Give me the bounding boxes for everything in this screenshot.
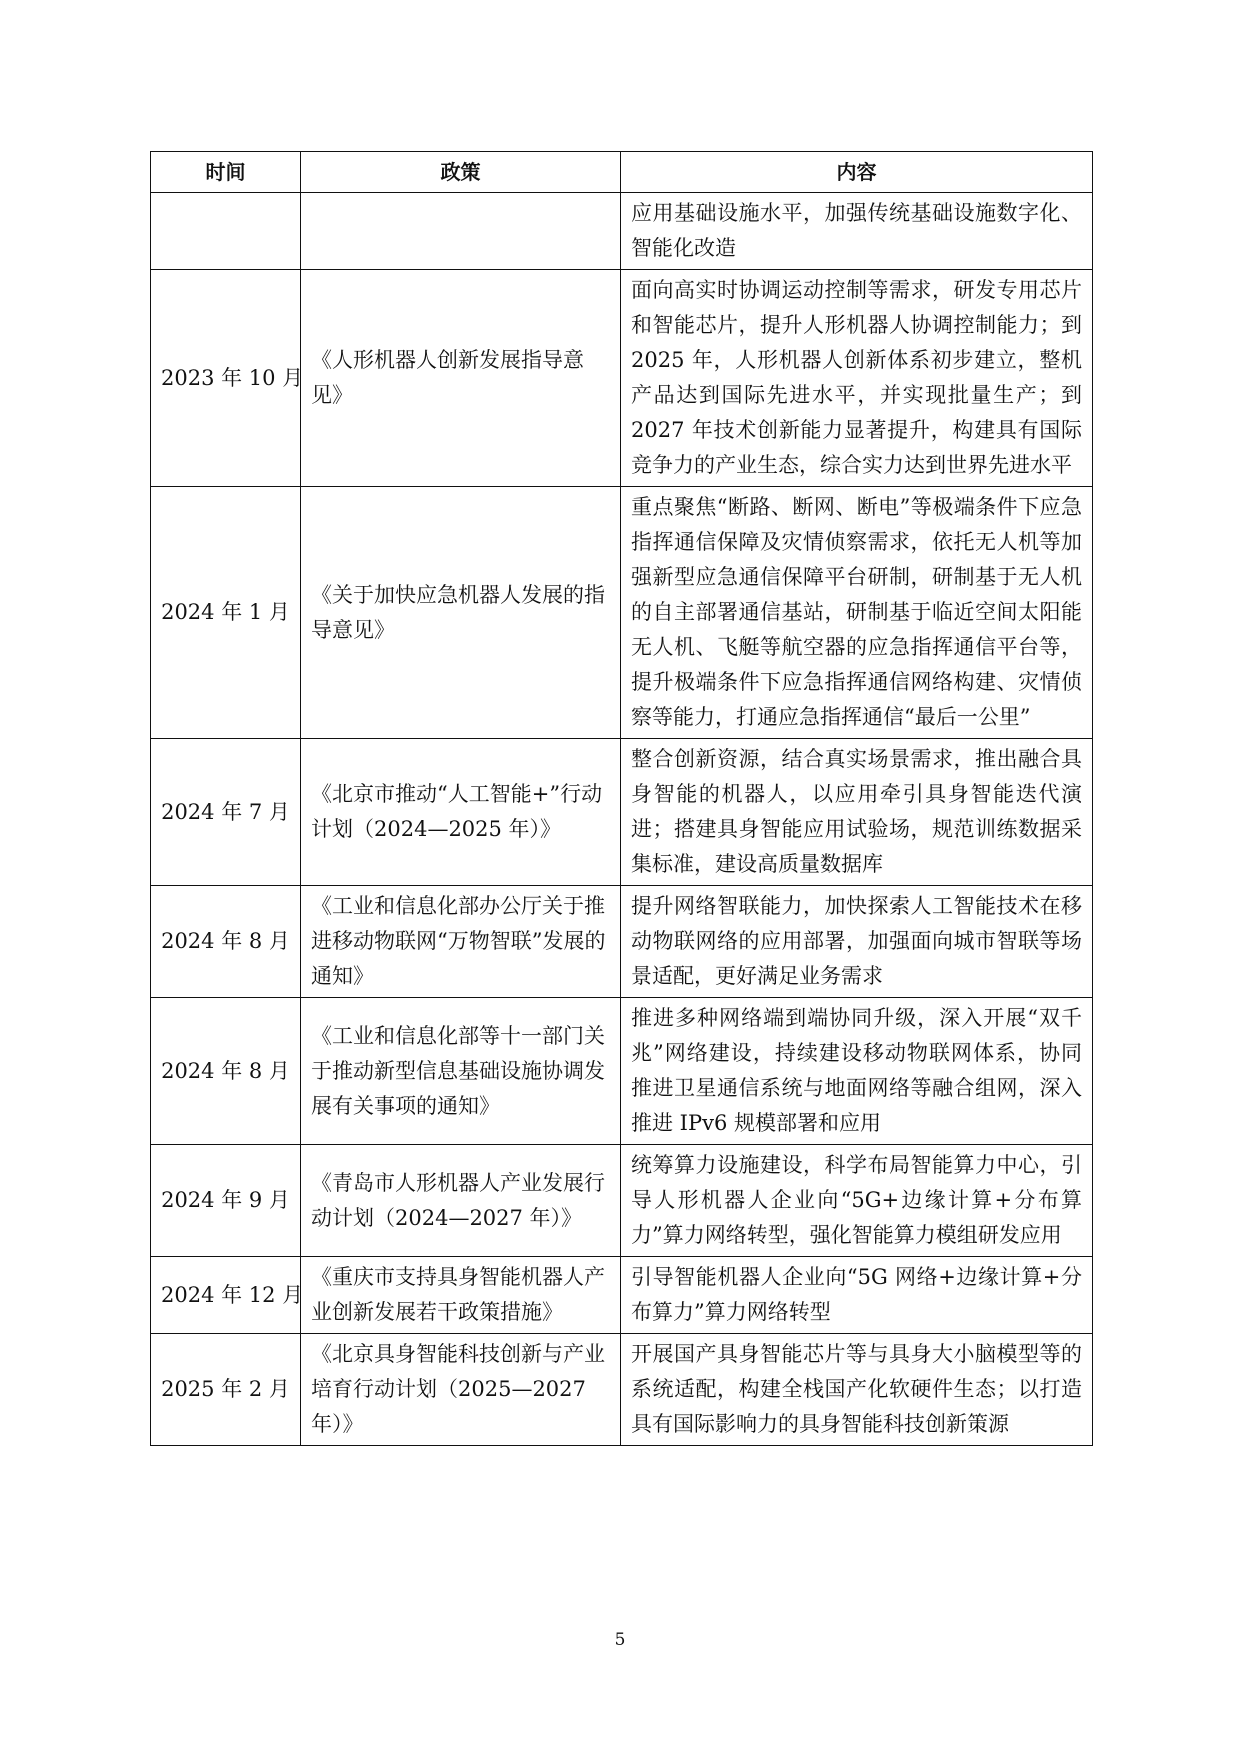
table-row [151, 487, 1093, 739]
table-header-row [151, 152, 1093, 193]
table-row [151, 1257, 1093, 1334]
table-row [151, 193, 1093, 270]
row-time: 2024 年 12 月 [151, 1257, 301, 1334]
row-time: 2024 年 8 月 [151, 998, 301, 1145]
header-policy: 政策 [301, 152, 621, 193]
row-policy: 《工业和信息化部等十一部门关于推动新型信息基础设施协调发展有关事项的通知》 [301, 998, 621, 1145]
row-policy: 《工业和信息化部办公厅关于推进移动物联网“万物智联”发展的通知》 [301, 886, 621, 998]
row-content: 面向高实时协调运动控制等需求，研发专用芯片和智能芯片，提升人形机器人协调控制能力；到 2025 年，人形机器人创新体系初步建立，整机产品达到国际先进水平，并实现批量生产；到 2027 年技术创新能力显著提升，构建具有国际竞争力的产业生态，综合实力达到世界先进水平 [621, 270, 1093, 487]
row-content: 提升网络智联能力，加快探索人工智能技术在移动物联网络的应用部署，加强面向城市智联等场景适配，更好满足业务需求 [621, 886, 1093, 998]
row-time: 2024 年 8 月 [151, 886, 301, 998]
header-content: 内容 [621, 152, 1093, 193]
row-content: 应用基础设施水平，加强传统基础设施数字化、智能化改造 [621, 193, 1093, 270]
row-time [151, 193, 301, 270]
row-policy: 《青岛市人形机器人产业发展行动计划（2024—2027 年）》 [301, 1145, 621, 1257]
row-time: 2023 年 10 月 [151, 270, 301, 487]
row-content: 整合创新资源，结合真实场景需求，推出融合具身智能的机器人，以应用牵引具身智能迭代演进；搭建具身智能应用试验场，规范训练数据采集标准，建设高质量数据库 [621, 739, 1093, 886]
row-content: 统筹算力设施建设，科学布局智能算力中心，引导人形机器人企业向“5G+边缘计算+分布算力”算力网络转型，强化智能算力模组研发应用 [621, 1145, 1093, 1257]
table-row [151, 1145, 1093, 1257]
row-content: 开展国产具身智能芯片等与具身大小脑模型等的系统适配，构建全栈国产化软硬件生态；以打造具有国际影响力的具身智能科技创新策源 [621, 1334, 1093, 1446]
row-content: 推进多种网络端到端协同升级，深入开展“双千兆”网络建设，持续建设移动物联网体系，协同推进卫星通信系统与地面网络等融合组网，深入推进 IPv6 规模部署和应用 [621, 998, 1093, 1145]
table-row [151, 886, 1093, 998]
table-row [151, 1334, 1093, 1446]
page-number: 5 [614, 1630, 626, 1650]
row-policy: 《重庆市支持具身智能机器人产业创新发展若干政策措施》 [301, 1257, 621, 1334]
header-time: 时间 [151, 152, 301, 193]
row-time: 2024 年 1 月 [151, 487, 301, 739]
row-policy: 《北京市推动“人工智能+”行动计划（2024—2025 年）》 [301, 739, 621, 886]
row-policy [301, 193, 621, 270]
row-policy: 《关于加快应急机器人发展的指导意见》 [301, 487, 621, 739]
table-row [151, 998, 1093, 1145]
row-content: 引导智能机器人企业向“5G 网络+边缘计算+分布算力”算力网络转型 [621, 1257, 1093, 1334]
row-policy: 《北京具身智能科技创新与产业培育行动计划（2025—2027 年）》 [301, 1334, 621, 1446]
row-policy: 《人形机器人创新发展指导意见》 [301, 270, 621, 487]
policy-table [150, 151, 1093, 1446]
table-row [151, 270, 1093, 487]
row-content: 重点聚焦“断路、断网、断电”等极端条件下应急指挥通信保障及灾情侦察需求，依托无人机等加强新型应急通信保障平台研制，研制基于无人机的自主部署通信基站，研制基于临近空间太阳能无人机、飞艇等航空器的应急指挥通信平台等，提升极端条件下应急指挥通信网络构建、灾情侦察等能力，打通应急指挥通信“最后一公里” [621, 487, 1093, 739]
row-time: 2024 年 7 月 [151, 739, 301, 886]
row-time: 2025 年 2 月 [151, 1334, 301, 1446]
row-time: 2024 年 9 月 [151, 1145, 301, 1257]
table-row [151, 739, 1093, 886]
